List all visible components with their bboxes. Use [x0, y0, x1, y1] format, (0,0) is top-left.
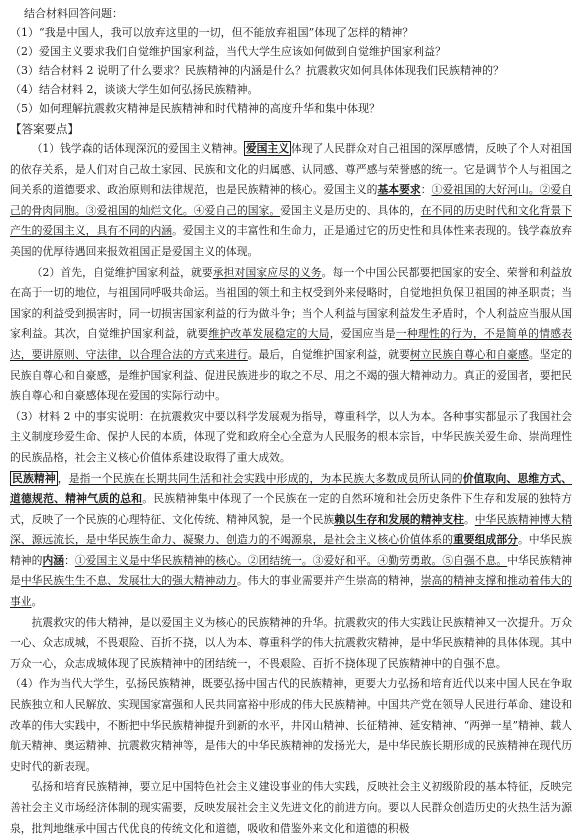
underlined-motive: 中华民族生生不息、发展壮大的强大精神动力	[20, 574, 237, 588]
underlined-duty: 承担对国家应尽的义务	[212, 265, 322, 279]
answer-1-paragraph	[10, 139, 572, 263]
text-run: 爱国主义是历史的、具体的，	[280, 203, 421, 217]
answer-2-paragraph	[10, 263, 572, 407]
text-run: ，爱国应当是	[329, 327, 396, 341]
underlined-requirements: ①爱祖国的大好河山。②爱自己的骨肉同胞。③爱祖国的灿烂文化。④爱自己的国家。	[10, 183, 573, 217]
answer-4-paragraph: （4）作为当代大学生，弘扬民族精神，既要弘扬中国古代的民族精神，更要大力弘扬和培育近代以来中国人民在争取民族独立和人民解放、实现国家富强和人民共同富裕中形成的伟大民族精神。中国共产党在领导人民进行革命、建设和改革的伟大实践中，不断把中华民族精神提升到新的水平，井冈山精神、长征精神、延安精神、“两弹一星”精神、载人航天精神、奥运精神、抗震救灾精神等，是伟大的中华民族精神的发扬光大，是中华民族长期形成的民族精神在现代历史时代的新表现。	[10, 677, 572, 773]
underlined-stability: 维护改革发展稳定的大局	[208, 327, 330, 341]
cultivate-spirit-paragraph: 弘扬和培育民族精神，要立足中国特色社会主义建设事业的伟大实践，反映社会主义初级阶段的基本特征，反映完善社会主义市场经济体制的现实需要，反映发展社会主义先进文化的前进方向。要以人民群众创造历史的火热生活为源泉，批判地继承中国古代优良的传统文化和道德，吸收和借鉴外来文化和道德的积极	[10, 780, 572, 835]
bold-term-basic-requirements: 基本要求	[377, 183, 421, 197]
text-run: ，	[57, 471, 69, 485]
question-1: （1）“我是中国人，我可以放弃这里的一切，但不能放弃祖国”体现了怎样的精神？	[10, 26, 414, 39]
question-5: （5）如何理解抗震救灾精神是民族精神和时代精神的高度升华和集中体现？	[10, 102, 380, 115]
underlined-source: 中华民族精神博大精深、源远流长，是中华民族生命力、凝聚力、创造力的不竭源泉，是社会主义核心价值体系的	[10, 512, 573, 547]
text-run: 体现了人民群众对自己祖国的深厚感情，反映了个人对祖国的依存关系，是人们对自己故土家园、民族和文化的归属感、认同感、尊严感与荣誉感的统一。它是调节个人与祖国之间关系的道德要求、政治原则和法律规范，也是民族精神的核心。爱国主义的	[10, 142, 573, 197]
text-run: 。	[463, 512, 475, 526]
text-run: （2）首先，自觉维护国家利益，就要	[31, 265, 213, 279]
boxed-term-patriotism: 爱国主义	[245, 142, 290, 155]
underlined-connotation-list: ①爱国主义是中华民族精神的核心。②团结统一。③爱好和平。④勤劳勇敢。⑤自强不息。	[74, 553, 508, 567]
text-run: 。每一个中国公民都要把国家的安全、荣誉和利益放在高于一切的地位，与祖国同呼吸共命运。当祖国的领土和主权受到外来侵略时，自觉地担负保卫祖国的神圣职责；当国家的利益受到损害时，同一切损害国家利益的行为做斗争；当个人利益与国家利益发生矛盾时，个人利益应当服从国家利益。其次，自觉维护国家利益，就要	[10, 265, 573, 341]
question-2: （2）爱国主义要求我们自觉维护国家利益，当代大学生应该如何做到自觉维护国家利益？	[10, 45, 446, 58]
earthquake-spirit-paragraph: 抗震救灾的伟大精神，是以爱国主义为核心的民族精神的升华。抗震救灾的伟大实践让民族精神又一次提升。万众一心、众志成城，不畏艰险、百折不挠，以人为本、尊重科学的伟大抗震救灾精神，是中华民族精神的具体体现。其中万众一心，众志成城体现了民族精神中的团结统一，不畏艰险、百折不挠体现了民族精神中的自强不息。	[10, 615, 572, 670]
bold-underlined-pillar: 赖以生存和发展的精神支柱	[334, 512, 464, 526]
text-run: （1）钱学森的话体现深沉的爱国主义精神。	[31, 142, 244, 155]
answer-heading: 【答案要点】	[10, 122, 79, 136]
bold-underlined-component: 重要组成部分	[453, 533, 518, 547]
text-run: 。中华民族精神的	[10, 533, 573, 567]
text-run: 。最后，自觉维护国家利益，就要	[247, 347, 410, 361]
text-run: ：	[420, 183, 432, 197]
bold-underlined-connotation: 内涵	[42, 553, 65, 567]
question-3: （3）结合材料 2 说明了什么要求？民族精神的内涵是什么？抗震救灾如何具体体现我们民族精神的？	[10, 64, 504, 77]
text-run: 。	[31, 595, 43, 609]
answer-3-paragraph: （3）材料 2 中的事实说明：在抗震救灾中要以科学发展观为指导，尊重科学，以人为本。各种事实都显示了我国社会主义制度珍爱生命、保护人民的本质，体现了党和政府全心全意为人民服务的根本宗旨，中华民族关爱生命、崇尚理性的民族品格，社会主义核心价值体系建设取得了重大成效。	[10, 409, 572, 464]
underlined-historical: 在不同的历史时代和文化背景下产生的爱国主义，具有不同的内涵	[10, 203, 573, 238]
text-run: 。坚定的民族自尊心和自豪感，是维护国家利益、促进民族进步的取之不尽、用之不竭的强大精神动力。真正的爱国者，要把民族自尊心和自豪感体现在爱国的实际行动中。	[10, 347, 573, 403]
text-run: 。爱国主义的丰富性和生命力，正是通过它的历史性和具体性来表现的。钱学森放弃美国的优厚待遇回来报效祖国正是爱国主义的体现。	[10, 224, 573, 258]
text-run: 。民族精神集中体现了一个民族在一定的自然环境和社会历史条件下生存和发展的独特方式，反映了一个民族的心理特征、文化传统、精神风貌，是一个民族	[10, 492, 573, 526]
text-run: ：	[64, 553, 75, 567]
underlined-support: 崇高的精神支撑和推动着伟大的事业	[10, 574, 573, 609]
bold-underlined-sum: 价值取向、思维方式、道德规范、精神气质的总和	[10, 471, 573, 506]
text-run: 。伟大的事业需要并产生崇高的精神，	[236, 574, 421, 588]
questions-intro: 结合材料回答问题：	[24, 7, 123, 20]
question-4: （4）结合材料 2，谈谈大学生如何弘扬民族精神。	[10, 83, 259, 96]
underlined-definition: 是指一个民族在长期共同生活和社会实践中形成的，为本民族大多数成员所认同的	[68, 471, 463, 485]
underlined-pride: 树立民族自尊心和自豪感	[409, 347, 529, 361]
national-spirit-paragraph	[10, 469, 572, 613]
text-run: 中华民族精神是	[10, 553, 573, 588]
boxed-term-national-spirit: 民族精神	[12, 471, 56, 485]
underlined-rational: 一种理性的行为，不是简单的情感表达，要讲原则、守法律，以合理合法的方式来进行	[10, 327, 573, 361]
